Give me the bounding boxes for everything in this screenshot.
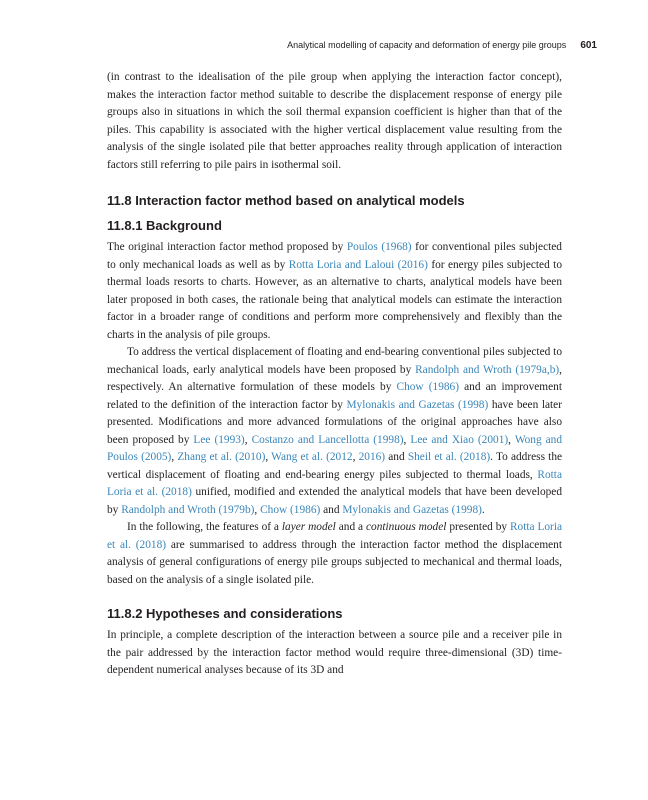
citation-link[interactable]: Mylonakis and Gazetas (1998) xyxy=(342,503,482,516)
paragraph-continuation: (in contrast to the idealisation of the pile group when applying the interaction factor concept), makes the interaction factor method suitable to describe the displacement response of energy pile groups also in situations in which the soil thermal expansion coefficient is higher than that of the piles. This capability is associated with the higher vertical displacement value resulting from the analysis of the single isolated pile that better approaches reality through application of interaction factors still referring to pile pairs in isothermal soil. xyxy=(107,71,562,171)
subsection-heading-background: 11.8.1 Background xyxy=(107,218,222,233)
citation-link[interactable]: Chow (1986) xyxy=(260,503,321,516)
page-body xyxy=(107,69,562,680)
page-number: 601 xyxy=(580,40,597,51)
citation-link[interactable]: Lee (1993) xyxy=(193,433,245,446)
citation-link[interactable]: Wang et al. (2012 xyxy=(271,451,353,463)
running-head xyxy=(107,40,597,51)
citation-link[interactable]: Randolph and Wroth (1979b) xyxy=(121,503,255,516)
paragraph-background-1: The original interaction factor method proposed by Poulos (1968) for conventional piles subjected to only mechanical loads as well as by Rotta Loria and Laloui (2016) for energy piles subjected to thermal loads resorts to charts. However, as an alternative to charts, analytical models have been later proposed in both cases, the rationale being that analytical models can estimate the interaction factor in a broader range of conditions and perform more comprehensively and flexibly than the charts in the analysis of pile groups. xyxy=(107,241,563,341)
citation-link[interactable]: Poulos (1968) xyxy=(346,241,412,253)
paragraph-hypotheses-1: In principle, a complete description of the interaction between a source pile and a receiver pile in the pair addressed by the interaction factor method would require three-dimensional (3D) time-dependent numerical analyses because of its 3D and xyxy=(107,629,562,676)
citation-link[interactable]: 2016) xyxy=(358,451,386,463)
citation-link[interactable]: Sheil et al. (2018) xyxy=(407,451,491,463)
citation-link[interactable]: Costanzo and Lancellotta (1998) xyxy=(251,433,404,446)
citation-link[interactable]: Wong and Poulos (2005) xyxy=(107,433,563,463)
citation-link[interactable]: Lee and Xiao (2001) xyxy=(410,433,509,446)
subsection-heading-hypotheses: 11.8.2 Hypotheses and considerations xyxy=(107,606,343,621)
citation-link[interactable]: Zhang et al. (2010) xyxy=(177,451,266,463)
paragraph-background-2: To address the vertical displacement of floating and end-bearing conventional piles subjected to mechanical loads, early analytical models have been proposed by Randolph and Wroth (1979a,b), respectively. An alternative formulation of these models by Chow (1986) and an improvement related to the definition of the interaction factor by Mylonakis and Gazetas (1998) have been later presented. Modifications and more advanced formulations of the original approaches have also been proposed by Lee (1993), Costanzo and Lancellotta (1998), Lee and Xiao (2001), Wong and Poulos (2005), Zhang et al. (2010), Wang et al. (2012, 2016) and Sheil et al. (2018). To address the vertical displacement of floating and end-bearing energy piles subjected to thermal loads, Rotta Loria et al. (2018) unified, modified and extended the analytical models that have been developed by Randolph and Wroth (1979b), Chow (1986) and Mylonakis and Gazetas (1998). xyxy=(107,346,563,516)
citation-link[interactable]: Rotta Loria and Laloui (2016) xyxy=(288,258,428,271)
citation-link[interactable]: Rotta Loria et al. (2018) xyxy=(107,521,563,551)
citation-link[interactable]: Randolph and Wroth (1979a,b) xyxy=(415,363,560,376)
citation-link[interactable]: Rotta Loria et al. (2018) xyxy=(107,468,562,498)
citation-link[interactable]: Chow (1986) xyxy=(396,381,459,393)
section-heading: 11.8 Interaction factor method based on analytical models xyxy=(107,193,465,208)
paragraph-background-3: In the following, the features of a layer model and a continuous model presented by Rotta Loria et al. (2018) are summarised to address through the interaction factor method the displacement analysis of general configurations of energy pile groups subjected to mechanical and thermal loads, based on the analysis of a single isolated pile. xyxy=(107,521,563,586)
running-title: Analytical modelling of capacity and deformation of energy pile groups xyxy=(287,40,567,50)
citation-link[interactable]: Mylonakis and Gazetas (1998) xyxy=(346,398,489,411)
